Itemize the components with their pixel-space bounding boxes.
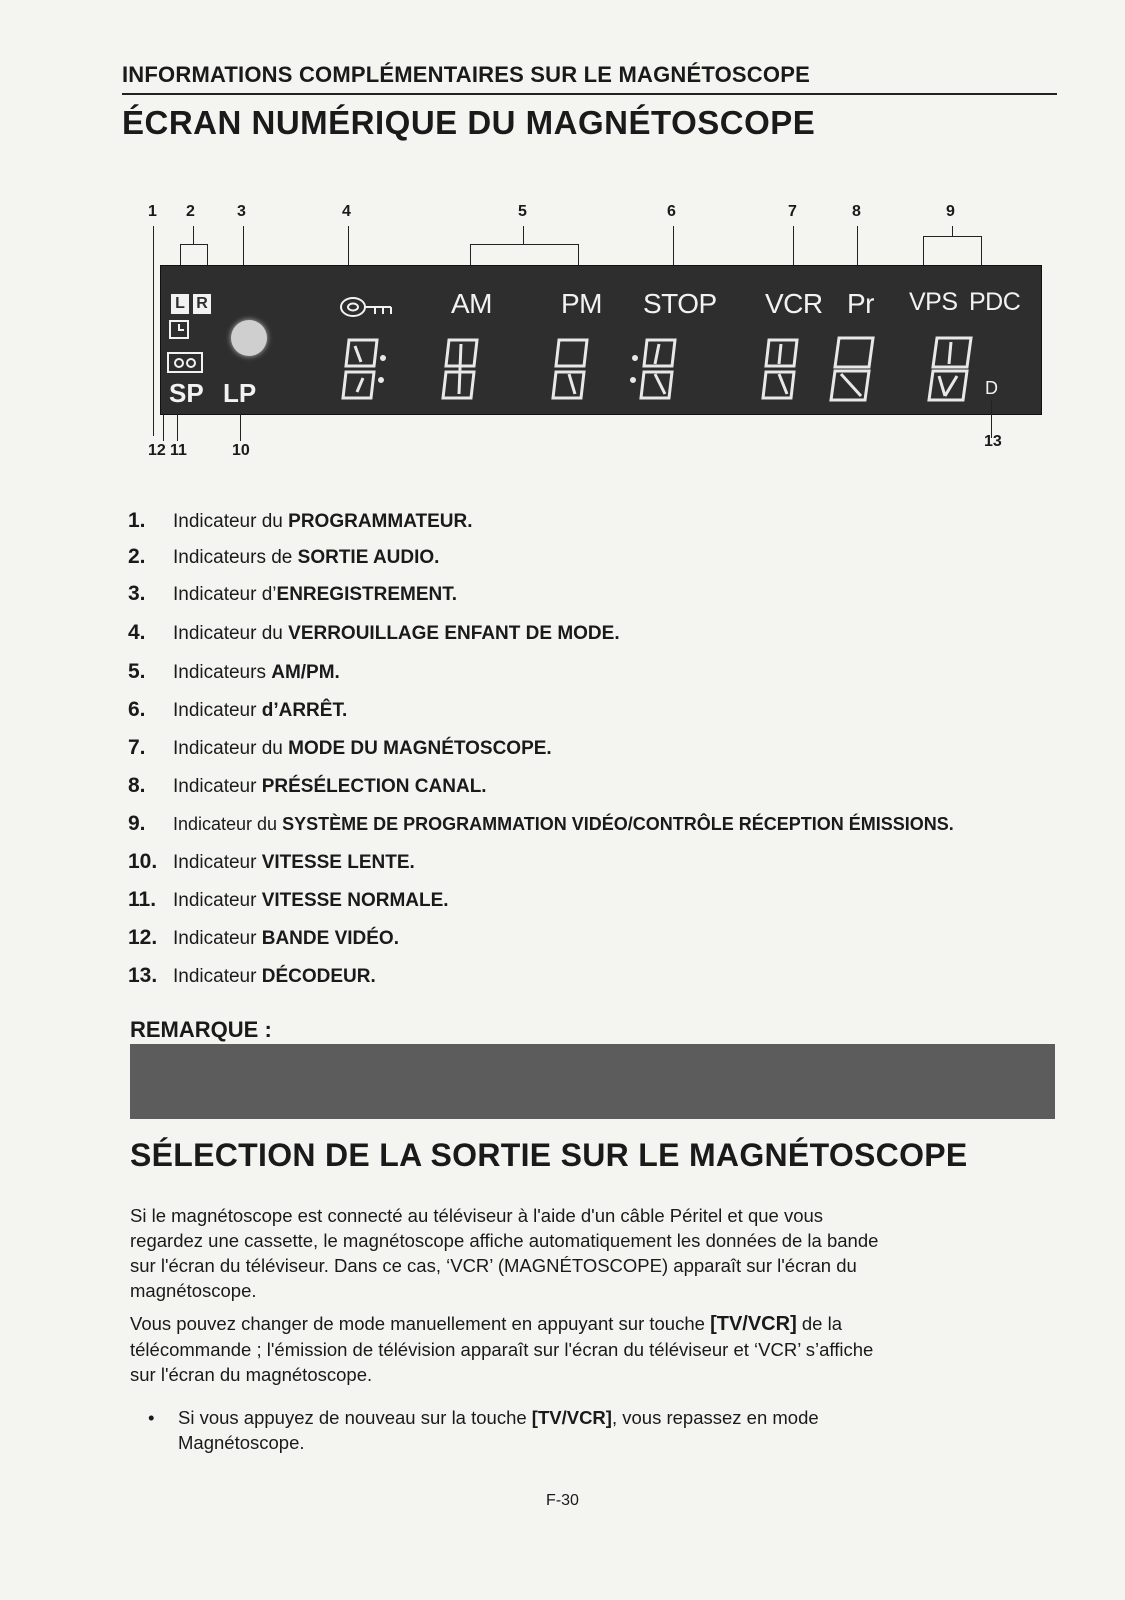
bullet-item [148,1405,819,1455]
paragraph-line: Si le magnétoscope est connecté au téléviseur à l'aide d'un câble Péritel et que vous [130,1205,824,1226]
audio-right-indicator: R [193,294,211,314]
callout-1: 1 [148,203,157,220]
list-item: 5. Indicateurs AM/PM. [128,660,340,683]
list-item: 6. Indicateur d’ARRÊT. [128,698,348,721]
leader-line-12 [163,413,164,441]
list-item: 1. Indicateur du PROGRAMMATEUR. [128,509,473,532]
leader-line-4 [348,226,349,266]
sp-speed-indicator: SP [169,378,204,408]
leader-bracket-9 [923,236,981,237]
paragraph-line: Magnétoscope. [178,1432,305,1453]
list-item: 2. Indicateurs de SORTIE AUDIO. [128,545,440,568]
paragraph-line: Vous pouvez changer de mode manuellement en appuyant sur touche [TV/VCR] de la [130,1313,842,1335]
list-item: 4. Indicateur du VERROUILLAGE ENFANT DE MODE. [128,621,620,644]
paragraph-line: regardez une cassette, le magnétoscope affiche automatiquement les données de la bande [130,1230,879,1251]
vps-indicator: VPS [909,288,958,316]
paragraph-line: sur l'écran du téléviseur. Dans ce cas, ‘VCR’ (MAGNÉTOSCOPE) apparaît sur l'écran du [130,1255,857,1276]
list-item: 3. Indicateur d’ENREGISTREMENT. [128,582,458,605]
key-lock-icon [339,294,397,320]
leader-bracket-5 [470,244,578,245]
page-number: F-30 [546,1492,579,1509]
list-item: 13. Indicateur DÉCODEUR. [128,964,376,987]
leader-line-5b [578,244,579,266]
leader-bracket-2 [180,244,207,245]
timer-clock-icon [169,320,191,340]
leader-line-11 [177,413,178,441]
callout-10: 10 [232,442,250,459]
bullet-dot: • [148,1407,155,1428]
list-item: 11. Indicateur VITESSE NORMALE. [128,888,449,911]
list-item: 12. Indicateur BANDE VIDÉO. [128,926,399,949]
pdc-indicator: PDC [969,288,1021,316]
segment-digits-display [341,334,1021,406]
paragraph-line: télécommande ; l'émission de télévision apparaît sur l'écran du téléviseur et ‘VCR’ s’affiche [130,1339,874,1360]
leader-line-2a [180,244,181,266]
paragraph-line: • Si vous appuyez de nouveau sur la touche [TV/VCR], vous repassez en mode [148,1407,819,1428]
vcr-indicator: VCR [765,288,823,319]
callout-6: 6 [667,203,676,220]
callout-11: 11 [170,442,187,459]
decoder-indicator: D [985,378,998,398]
list-item: 9. Indicateur du SYSTÈME DE PROGRAMMATION VIDÉO/CONTRÔLE RÉCEPTION ÉMISSIONS. [128,812,954,835]
leader-line-5 [523,226,524,244]
callout-2: 2 [186,203,195,220]
stop-indicator: STOP [643,288,717,319]
audio-left-indicator: L [171,294,189,314]
callout-8: 8 [852,203,861,220]
paragraph-line: sur l'écran du magnétoscope. [130,1364,373,1385]
list-item: 10. Indicateur VITESSE LENTE. [128,850,415,873]
paragraph-1 [130,1203,1055,1303]
callout-9: 9 [946,203,955,220]
pr-indicator: Pr [847,288,874,319]
header-rule [122,93,1057,95]
leader-line-6 [673,226,674,266]
paragraph-2 [130,1311,1055,1387]
leader-line-3 [243,226,244,266]
tv-vcr-key-label: [TV/VCR] [531,1407,612,1428]
callout-13: 13 [984,433,1002,450]
leader-line-9a [923,236,924,266]
leader-line-2b [207,244,208,266]
section-header: INFORMATIONS COMPLÉMENTAIRES SUR LE MAGNÉTOSCOPE [122,62,810,87]
leader-line-1 [153,226,154,436]
list-item: 8. Indicateur PRÉSÉLECTION CANAL. [128,774,487,797]
lp-speed-indicator: LP [223,378,257,408]
cassette-tape-icon [167,352,205,374]
remark-label: REMARQUE : [130,1017,272,1042]
section-title: SÉLECTION DE LA SORTIE SUR LE MAGNÉTOSCOPE [130,1137,968,1173]
page-title: ÉCRAN NUMÉRIQUE DU MAGNÉTOSCOPE [122,104,816,141]
list-item: 7. Indicateur du MODE DU MAGNÉTOSCOPE. [128,736,552,759]
record-indicator-dot [231,320,267,356]
tv-vcr-key-label: [TV/VCR] [710,1313,797,1335]
callout-12: 12 [148,442,166,459]
leader-line-5a [470,244,471,266]
pm-indicator: PM [561,288,602,319]
vcr-display-panel [160,265,1042,415]
leader-line-7 [793,226,794,266]
callout-7: 7 [788,203,797,220]
paragraph-line: magnétoscope. [130,1280,257,1301]
leader-line-9b [981,236,982,266]
am-indicator: AM [451,288,492,319]
callout-4: 4 [342,203,351,220]
remark-box-obscured [130,1044,1055,1119]
leader-line-2 [193,226,194,244]
leader-line-9 [952,226,953,236]
leader-line-8 [857,226,858,266]
leader-line-10 [240,413,241,441]
callout-5: 5 [518,203,527,220]
callout-3: 3 [237,203,246,220]
